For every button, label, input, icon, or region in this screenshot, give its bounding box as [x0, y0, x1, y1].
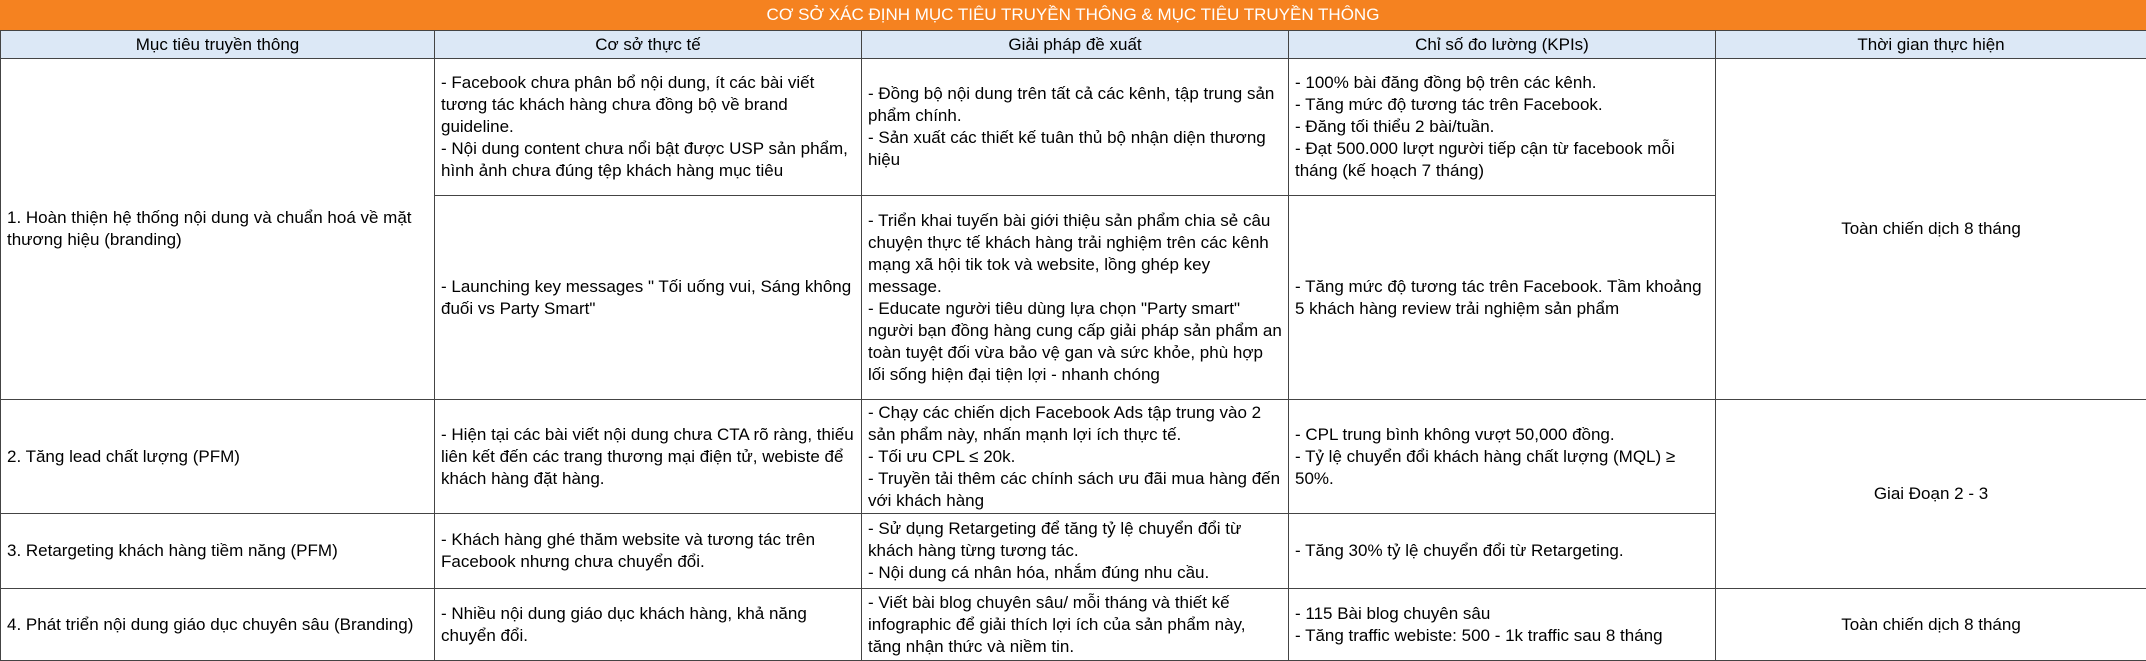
header-solution[interactable]: Giải pháp đề xuất: [862, 31, 1289, 59]
header-kpi[interactable]: Chỉ số đo lường (KPIs): [1289, 31, 1716, 59]
solution-cell[interactable]: - Đồng bộ nội dung trên tất cả các kênh, tập trung sản phẩm chính. - Sản xuất các thiết kế tuân thủ bộ nhận diện thương hiệu: [862, 59, 1289, 196]
table-row: [1, 589, 2146, 661]
goal-cell[interactable]: 4. Phát triển nội dung giáo dục chuyên sâu (Branding): [1, 589, 435, 661]
header-goal[interactable]: Mục tiêu truyền thông: [1, 31, 435, 59]
kpi-cell[interactable]: - CPL trung bình không vượt 50,000 đồng. - Tỷ lệ chuyển đổi khách hàng chất lượng (MQL) ≥ 50%.: [1289, 400, 1716, 514]
kpi-cell[interactable]: - Tăng 30% tỷ lệ chuyển đổi từ Retargeting.: [1289, 514, 1716, 589]
basis-cell[interactable]: - Hiện tại các bài viết nội dung chưa CTA rõ ràng, thiếu liên kết đến các trang thương mại điện tử, webiste để khách hàng đặt hàng.: [435, 400, 862, 514]
header-basis[interactable]: Cơ sở thực tế: [435, 31, 862, 59]
solution-cell[interactable]: - Sử dụng Retargeting để tăng tỷ lệ chuyển đổi từ khách hàng từng tương tác. - Nội dung cá nhân hóa, nhắm đúng nhu cầu.: [862, 514, 1289, 589]
solution-cell[interactable]: - Chạy các chiến dịch Facebook Ads tập trung vào 2 sản phẩm này, nhấn mạnh lợi ích thực tế. - Tối ưu CPL ≤ 20k. - Truyền tải thêm các chính sách ưu đãi mua hàng đến với khách hàng: [862, 400, 1289, 514]
time-cell[interactable]: Toàn chiến dịch 8 tháng: [1716, 59, 2146, 400]
kpi-cell[interactable]: - Tăng mức độ tương tác trên Facebook. Tầm khoảng 5 khách hàng review trải nghiệm sản phẩm: [1289, 196, 1716, 400]
basis-cell[interactable]: - Khách hàng ghé thăm website và tương tác trên Facebook nhưng chưa chuyển đổi.: [435, 514, 862, 589]
time-cell[interactable]: Toàn chiến dịch 8 tháng: [1716, 589, 2146, 661]
goal-cell[interactable]: 1. Hoàn thiện hệ thống nội dung và chuẩn hoá về mặt thương hiệu (branding): [1, 59, 435, 400]
goal-cell[interactable]: 2. Tăng lead chất lượng (PFM): [1, 400, 435, 514]
basis-cell[interactable]: - Launching key messages " Tối uống vui, Sáng không đuối vs Party Smart": [435, 196, 862, 400]
goal-cell[interactable]: 3. Retargeting khách hàng tiềm năng (PFM): [1, 514, 435, 589]
header-row: [1, 31, 2146, 59]
time-cell[interactable]: Giai Đoạn 2 - 3: [1716, 400, 2146, 589]
solution-cell[interactable]: - Triển khai tuyến bài giới thiệu sản phẩm chia sẻ câu chuyện thực tế khách hàng trải nghiệm trên các kênh mạng xã hội tik tok và website, lồng ghép key message. - Educate người tiêu dùng lựa chọn "Party smart" người bạn đồng hàng cung cấp giải pháp sản phẩm an toàn tuyệt đối vừa bảo vệ gan và sức khỏe, phù hợp lối sống hiện đại tiện lợi - nhanh chóng: [862, 196, 1289, 400]
basis-cell[interactable]: - Nhiều nội dung giáo dục khách hàng, khả năng chuyển đổi.: [435, 589, 862, 661]
basis-cell[interactable]: - Facebook chưa phân bổ nội dung, ít các bài viết tương tác khách hàng chưa đồng bộ về brand guideline. - Nội dung content chưa nổi bật được USP sản phẩm, hình ảnh chưa đúng tệp khách hàng mục tiêu: [435, 59, 862, 196]
table-row: [1, 400, 2146, 514]
sheet-title: CƠ SỞ XÁC ĐỊNH MỤC TIÊU TRUYỀN THÔNG & MỤC TIÊU TRUYỀN THÔNG: [0, 0, 2146, 30]
solution-cell[interactable]: - Viết bài blog chuyên sâu/ mỗi tháng và thiết kế infographic để giải thích lợi ích của sản phẩm này, tăng nhận thức và niềm tin.: [862, 589, 1289, 661]
kpi-cell[interactable]: - 115 Bài blog chuyên sâu - Tăng traffic webiste: 500 - 1k traffic sau 8 tháng: [1289, 589, 1716, 661]
table-row: [1, 59, 2146, 196]
communication-goals-table: [0, 30, 2146, 661]
header-time[interactable]: Thời gian thực hiện: [1716, 31, 2146, 59]
kpi-cell[interactable]: - 100% bài đăng đồng bộ trên các kênh. - Tăng mức độ tương tác trên Facebook. - Đăng tối thiểu 2 bài/tuần. - Đạt 500.000 lượt người tiếp cận từ facebook mỗi tháng (kế hoạch 7 tháng): [1289, 59, 1716, 196]
